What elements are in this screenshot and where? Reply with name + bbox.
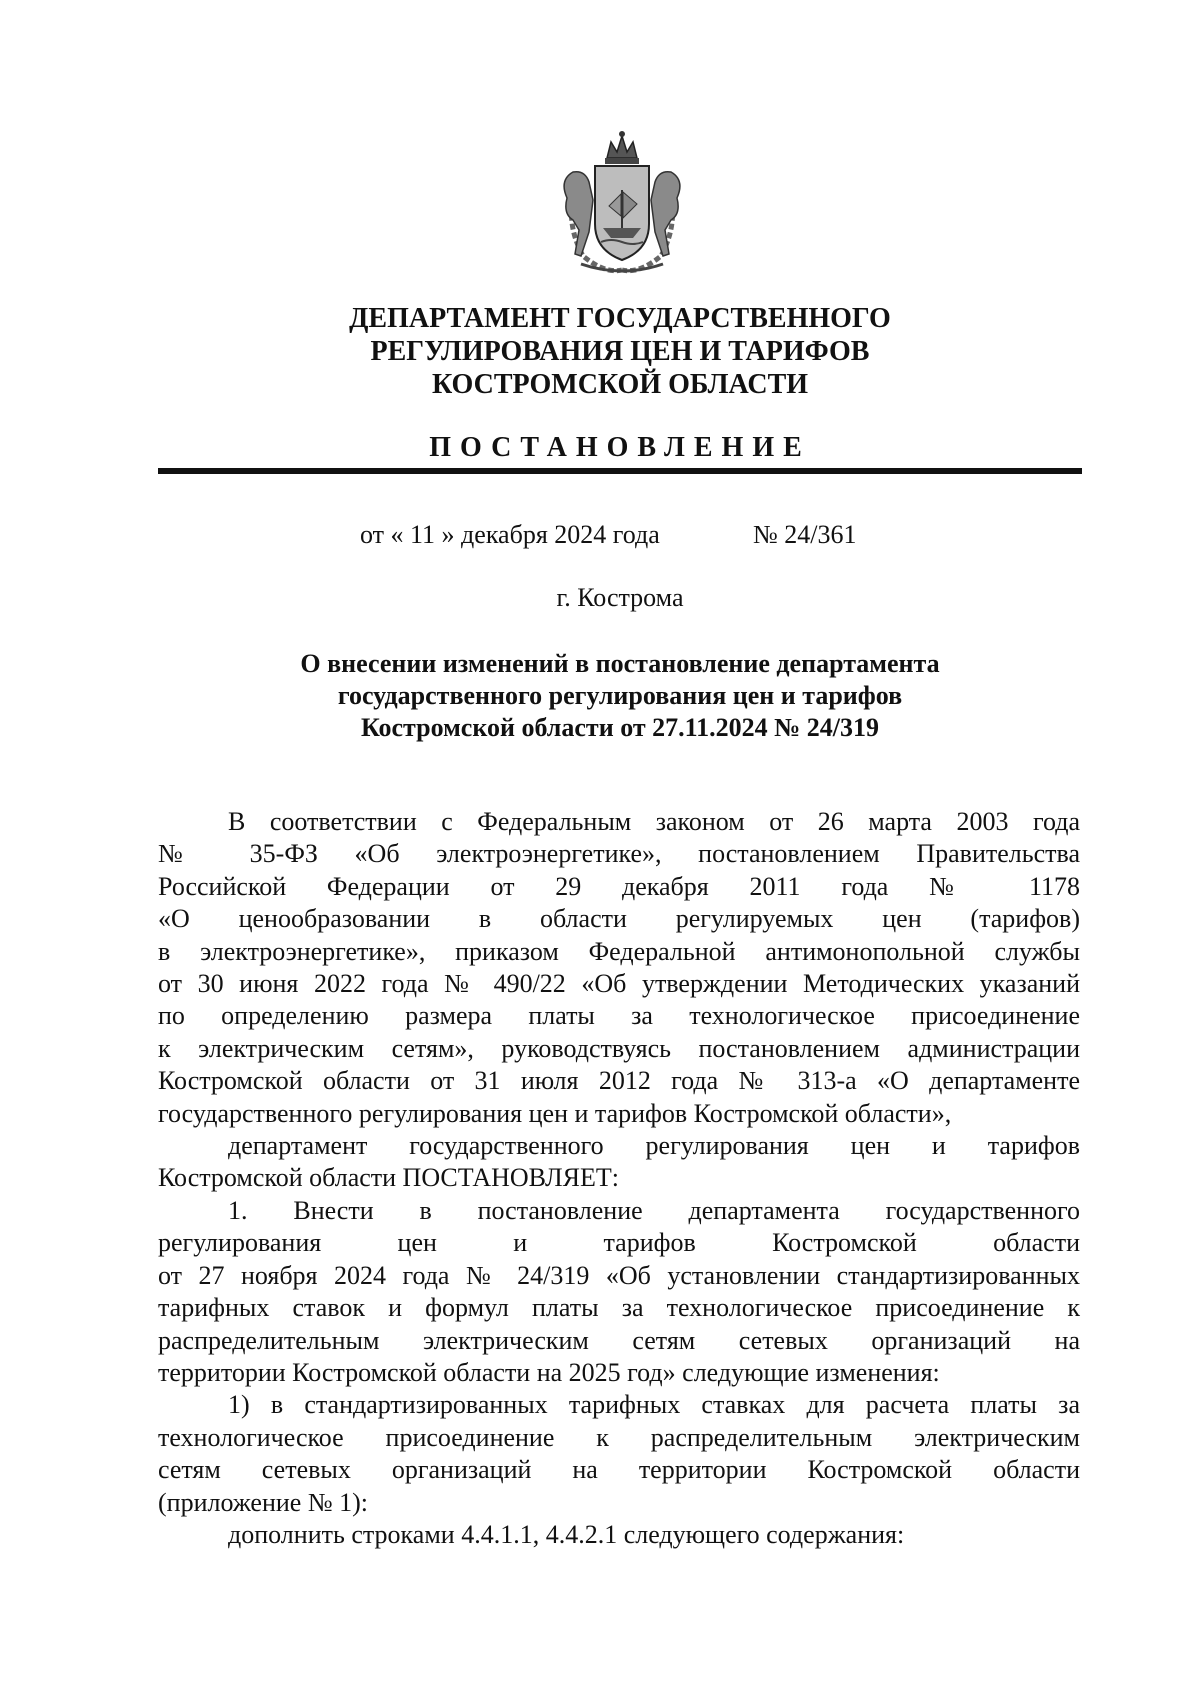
text-line: Российской Федерации от 29 декабря 2011 года № 1178	[158, 871, 1080, 901]
text-line: от 30 июня 2022 года № 490/22 «Об утверждении Методических указаний	[158, 969, 1080, 999]
preamble-paragraph	[158, 806, 1080, 1130]
department-name	[160, 302, 1080, 401]
department-line-3: КОСТРОМСКОЙ ОБЛАСТИ	[431, 369, 809, 400]
text-line: 1) в стандартизированных тарифных ставках для расчета платы за	[228, 1390, 1080, 1420]
text-line: департамент государственного регулирования цен и тарифов	[228, 1131, 1080, 1161]
text-line: 1. Внести в постановление департамента государственного	[228, 1195, 1080, 1225]
clause-1-paragraph	[158, 1195, 1080, 1389]
subject-line-1: О внесении изменений в постановление департамента	[300, 649, 940, 678]
text-line: технологическое присоединение к распределительным электрическим	[158, 1422, 1080, 1452]
header-divider	[158, 468, 1082, 474]
amendment-paragraph	[158, 1519, 1080, 1551]
text-line: (приложение № 1):	[158, 1487, 369, 1517]
text-line: тарифных ставок и формул платы за технологическое присоединение к	[158, 1293, 1080, 1323]
text-line: к электрическим сетям», руководствуясь постановлением администрации	[158, 1033, 1080, 1063]
decree-city: г. Кострома	[556, 583, 684, 612]
subject-line-3: Костромской области от 27.11.2024 № 24/319	[360, 713, 880, 742]
coat-of-arms-icon	[545, 128, 699, 278]
subclause-1-paragraph	[158, 1389, 1080, 1519]
decree-date: от « 11 » декабря 2024 года	[360, 520, 660, 549]
text-line: «О ценообразовании в области регулируемых цен (тарифов)	[158, 904, 1080, 934]
resolution-paragraph	[158, 1130, 1080, 1195]
document-type-title: ПОСТАНОВЛЕНИЕ	[429, 432, 811, 463]
text-line: Костромской области от 31 июля 2012 года № 313-а «О департаменте	[158, 1066, 1080, 1096]
text-line: сетям сетевых организаций на территории Костромской области	[158, 1455, 1080, 1485]
text-line: территории Костромской области на 2025 год» следующие изменения:	[158, 1357, 940, 1387]
department-line-2: РЕГУЛИРОВАНИЯ ЦЕН И ТАРИФОВ	[370, 336, 870, 367]
text-line: дополнить строками 4.4.1.1, 4.4.2.1 следующего содержания:	[228, 1519, 905, 1549]
text-line: государственного регулирования цен и тарифов Костромской области»,	[158, 1098, 952, 1128]
text-line: распределительным электрическим сетям сетевых организаций на	[158, 1325, 1080, 1355]
text-line: регулирования цен и тарифов Костромской области	[158, 1228, 1080, 1258]
text-line: в электроэнергетике», приказом Федеральной антимонопольной службы	[158, 936, 1080, 966]
decree-body	[158, 806, 1080, 1551]
decree-subject	[160, 648, 1080, 744]
text-line: № 35-ФЗ «Об электроэнергетике», постановлением Правительства	[158, 839, 1080, 869]
text-line: Костромской области ПОСТАНОВЛЯЕТ:	[158, 1163, 619, 1193]
text-line: В соответствии с Федеральным законом от 26 марта 2003 года	[228, 807, 1080, 836]
department-line-1: ДЕПАРТАМЕНТ ГОСУДАРСТВЕННОГО	[349, 303, 891, 334]
decree-number: № 24/361	[753, 520, 857, 549]
subject-line-2: государственного регулирования цен и тарифов	[337, 681, 903, 710]
text-line: по определению размера платы за технологическое присоединение	[158, 1001, 1080, 1031]
text-line: от 27 ноября 2024 года № 24/319 «Об установлении стандартизированных	[158, 1260, 1080, 1290]
